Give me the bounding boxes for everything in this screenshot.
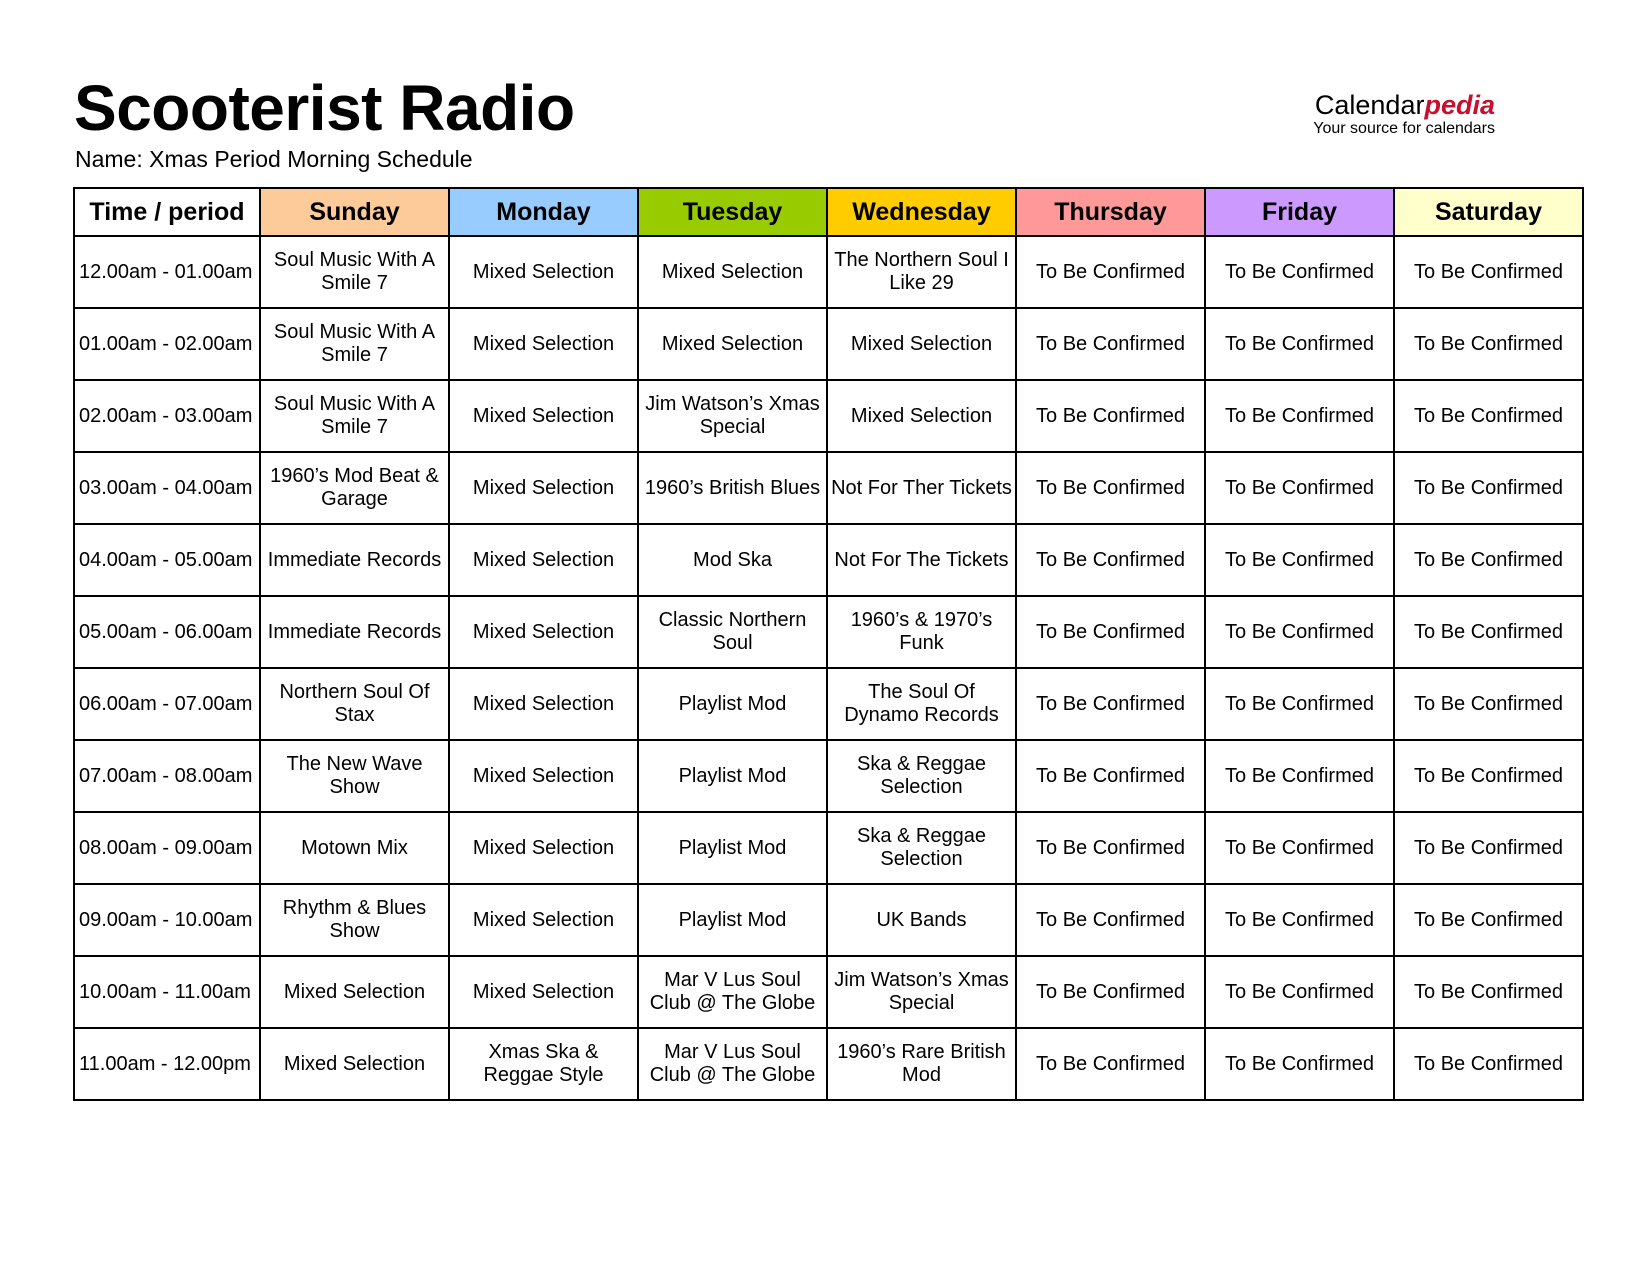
program-cell: 1960’s & 1970’s Funk — [827, 596, 1016, 668]
program-cell: To Be Confirmed — [1016, 1028, 1205, 1100]
column-header-tuesday: Tuesday — [638, 188, 827, 236]
table-row — [74, 380, 1583, 452]
program-cell: To Be Confirmed — [1205, 452, 1394, 524]
table-row — [74, 236, 1583, 308]
time-period-cell: 03.00am - 04.00am — [74, 452, 260, 524]
time-period-cell: 05.00am - 06.00am — [74, 596, 260, 668]
program-cell: Mixed Selection — [449, 812, 638, 884]
program-cell: To Be Confirmed — [1016, 956, 1205, 1028]
program-cell: Soul Music With A Smile 7 — [260, 380, 449, 452]
program-cell: Mixed Selection — [449, 668, 638, 740]
program-cell: To Be Confirmed — [1016, 452, 1205, 524]
logo-brand-accent: pedia — [1424, 90, 1495, 120]
program-cell: To Be Confirmed — [1205, 740, 1394, 812]
program-cell: 1960’s British Blues — [638, 452, 827, 524]
program-cell: To Be Confirmed — [1394, 596, 1583, 668]
program-cell: Jim Watson’s Xmas Special — [638, 380, 827, 452]
program-cell: Mixed Selection — [449, 380, 638, 452]
program-cell: 1960’s Mod Beat & Garage — [260, 452, 449, 524]
time-period-cell: 06.00am - 07.00am — [74, 668, 260, 740]
program-cell: To Be Confirmed — [1016, 812, 1205, 884]
time-period-cell: 07.00am - 08.00am — [74, 740, 260, 812]
logo-brand-main: Calendar — [1314, 90, 1425, 120]
column-header-time-period: Time / period — [74, 188, 260, 236]
program-cell: Soul Music With A Smile 7 — [260, 308, 449, 380]
program-cell: To Be Confirmed — [1394, 1028, 1583, 1100]
table-row — [74, 452, 1583, 524]
program-cell: To Be Confirmed — [1205, 380, 1394, 452]
program-cell: Not For The Tickets — [827, 524, 1016, 596]
table-row — [74, 524, 1583, 596]
program-cell: Mixed Selection — [449, 596, 638, 668]
program-cell: Mixed Selection — [449, 524, 638, 596]
program-cell: To Be Confirmed — [1016, 884, 1205, 956]
program-cell: To Be Confirmed — [1394, 812, 1583, 884]
program-cell: To Be Confirmed — [1394, 380, 1583, 452]
time-period-cell: 08.00am - 09.00am — [74, 812, 260, 884]
program-cell: Immediate Records — [260, 596, 449, 668]
program-cell: Mar V Lus Soul Club @ The Globe — [638, 1028, 827, 1100]
program-cell: Mixed Selection — [449, 740, 638, 812]
program-cell: To Be Confirmed — [1205, 956, 1394, 1028]
program-cell: To Be Confirmed — [1205, 236, 1394, 308]
program-cell: To Be Confirmed — [1205, 668, 1394, 740]
program-cell: Mixed Selection — [449, 452, 638, 524]
program-cell: To Be Confirmed — [1394, 740, 1583, 812]
table-body — [74, 236, 1583, 1100]
column-header-saturday: Saturday — [1394, 188, 1583, 236]
table-row — [74, 1028, 1583, 1100]
program-cell: To Be Confirmed — [1205, 308, 1394, 380]
program-cell: To Be Confirmed — [1205, 524, 1394, 596]
program-cell: Mod Ska — [638, 524, 827, 596]
program-cell: Mixed Selection — [827, 308, 1016, 380]
logo-wordmark — [1313, 92, 1495, 119]
program-cell: Immediate Records — [260, 524, 449, 596]
program-cell: Mixed Selection — [827, 380, 1016, 452]
program-cell: To Be Confirmed — [1016, 236, 1205, 308]
table-row — [74, 308, 1583, 380]
program-cell: Mixed Selection — [260, 956, 449, 1028]
table-row — [74, 956, 1583, 1028]
time-period-cell: 11.00am - 12.00pm — [74, 1028, 260, 1100]
program-cell: Soul Music With A Smile 7 — [260, 236, 449, 308]
column-header-sunday: Sunday — [260, 188, 449, 236]
program-cell: UK Bands — [827, 884, 1016, 956]
program-cell: Mar V Lus Soul Club @ The Globe — [638, 956, 827, 1028]
program-cell: To Be Confirmed — [1394, 524, 1583, 596]
program-cell: Mixed Selection — [449, 236, 638, 308]
time-period-cell: 12.00am - 01.00am — [74, 236, 260, 308]
logo-tagline: Your source for calendars — [1313, 120, 1495, 137]
time-period-cell: 04.00am - 05.00am — [74, 524, 260, 596]
program-cell: Mixed Selection — [449, 884, 638, 956]
program-cell: Jim Watson’s Xmas Special — [827, 956, 1016, 1028]
program-cell: Mixed Selection — [638, 236, 827, 308]
program-cell: To Be Confirmed — [1205, 884, 1394, 956]
program-cell: The New Wave Show — [260, 740, 449, 812]
program-cell: To Be Confirmed — [1016, 596, 1205, 668]
program-cell: Mixed Selection — [449, 308, 638, 380]
program-cell: To Be Confirmed — [1394, 452, 1583, 524]
program-cell: The Soul Of Dynamo Records — [827, 668, 1016, 740]
table-row — [74, 812, 1583, 884]
schedule-table — [73, 187, 1584, 1101]
table-row — [74, 668, 1583, 740]
program-cell: To Be Confirmed — [1394, 236, 1583, 308]
program-cell: To Be Confirmed — [1394, 956, 1583, 1028]
table-row — [74, 740, 1583, 812]
program-cell: 1960’s Rare British Mod — [827, 1028, 1016, 1100]
time-period-cell: 09.00am - 10.00am — [74, 884, 260, 956]
program-cell: Playlist Mod — [638, 668, 827, 740]
time-period-cell: 10.00am - 11.00am — [74, 956, 260, 1028]
program-cell: Mixed Selection — [638, 308, 827, 380]
program-cell: To Be Confirmed — [1016, 740, 1205, 812]
program-cell: Not For Ther Tickets — [827, 452, 1016, 524]
program-cell: Motown Mix — [260, 812, 449, 884]
program-cell: Northern Soul Of Stax — [260, 668, 449, 740]
program-cell: Playlist Mod — [638, 812, 827, 884]
program-cell: Ska & Reggae Selection — [827, 812, 1016, 884]
program-cell: Ska & Reggae Selection — [827, 740, 1016, 812]
calendarpedia-logo[interactable] — [1313, 92, 1495, 137]
program-cell: To Be Confirmed — [1394, 884, 1583, 956]
program-cell: To Be Confirmed — [1205, 812, 1394, 884]
column-header-friday: Friday — [1205, 188, 1394, 236]
column-header-monday: Monday — [449, 188, 638, 236]
time-period-cell: 02.00am - 03.00am — [74, 380, 260, 452]
program-cell: The Northern Soul I Like 29 — [827, 236, 1016, 308]
page-title: Scooterist Radio — [74, 72, 575, 144]
program-cell: To Be Confirmed — [1394, 668, 1583, 740]
time-period-cell: 01.00am - 02.00am — [74, 308, 260, 380]
table-header-row — [74, 188, 1583, 236]
program-cell: To Be Confirmed — [1205, 596, 1394, 668]
program-cell: To Be Confirmed — [1394, 308, 1583, 380]
program-cell: To Be Confirmed — [1205, 1028, 1394, 1100]
program-cell: To Be Confirmed — [1016, 524, 1205, 596]
program-cell: To Be Confirmed — [1016, 380, 1205, 452]
program-cell: Classic Northern Soul — [638, 596, 827, 668]
program-cell: Playlist Mod — [638, 740, 827, 812]
program-cell: To Be Confirmed — [1016, 308, 1205, 380]
table-row — [74, 884, 1583, 956]
program-cell: Mixed Selection — [260, 1028, 449, 1100]
schedule-name: Name: Xmas Period Morning Schedule — [75, 146, 473, 172]
column-header-thursday: Thursday — [1016, 188, 1205, 236]
program-cell: Playlist Mod — [638, 884, 827, 956]
table-row — [74, 596, 1583, 668]
program-cell: To Be Confirmed — [1016, 668, 1205, 740]
column-header-wednesday: Wednesday — [827, 188, 1016, 236]
program-cell: Xmas Ska & Reggae Style — [449, 1028, 638, 1100]
program-cell: Mixed Selection — [449, 956, 638, 1028]
program-cell: Rhythm & Blues Show — [260, 884, 449, 956]
